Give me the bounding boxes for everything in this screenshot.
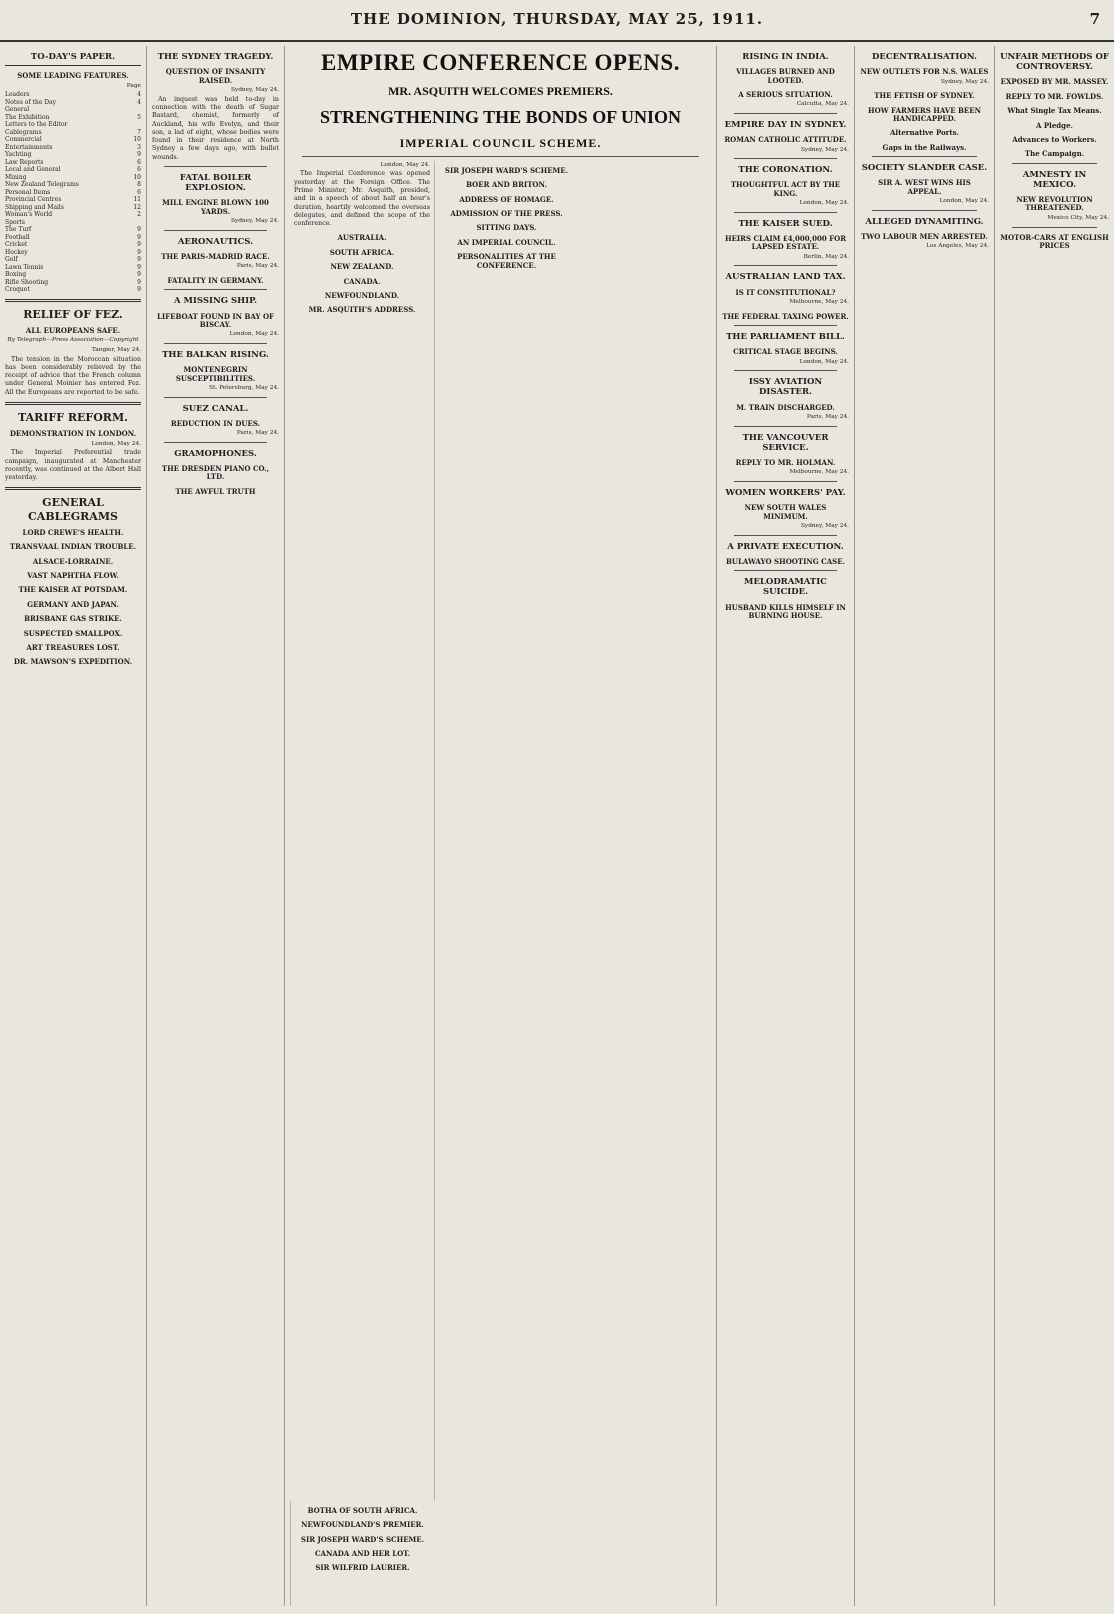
slander-subheading: SIR A. WEST WINS HIS APPEAL.: [878, 178, 971, 196]
unfair-methods-section: The Campaign.: [1024, 149, 1085, 159]
section-head: NEWFOUNDLAND.: [324, 291, 400, 301]
index-label: Law Reports: [5, 158, 44, 166]
dateline: Paris, May 24.: [806, 414, 849, 421]
fatal-boiler-heading: FATAL BOILER EXPLOSION.: [179, 172, 252, 194]
vancouver-heading: THE VANCOUVER SERVICE.: [742, 432, 829, 453]
section-head: SITTING DAYS.: [476, 223, 537, 233]
section-head: SIR JOSEPH WARD'S SCHEME.: [300, 1534, 425, 1544]
article-text: The Imperial Preferential trade campaign, inaugurated at Manchester recently, was continued at the Albert Hall yesterday.: [5, 449, 141, 482]
index-label: Shipping and Mails: [5, 203, 64, 211]
suez-subheading: REDUCTION IN DUES.: [170, 418, 261, 428]
suez-heading: SUEZ CANAL.: [182, 403, 249, 414]
section-head: NEWFOUNDLAND'S PREMIER.: [301, 1520, 424, 1530]
vancouver-subheading: REPLY TO MR. HOLMAN.: [735, 458, 836, 468]
index-row: [5, 106, 141, 114]
missing-ship-subheading: LIFEBOAT FOUND IN BAY OF BISCAY.: [156, 311, 275, 329]
decentralisation-subhead: Alternative Ports.: [890, 128, 959, 138]
tariff-reform-heading: TARIFF REFORM.: [18, 411, 128, 425]
index-label: Rifle Shooting: [5, 278, 49, 286]
empire-day-subheading: ROMAN CATHOLIC ATTITUDE.: [724, 135, 847, 145]
balkan-heading: THE BALKAN RISING.: [162, 350, 269, 360]
coronation-subheading: THOUGHTFUL ACT BY THE KING.: [730, 180, 841, 198]
section-head: CANADA.: [343, 276, 381, 286]
dateline: Paris, May 24.: [236, 430, 279, 437]
index-row: Hockey 9: [5, 248, 141, 256]
dateline: Sydney, May 24.: [800, 146, 849, 153]
index-label: Sports: [5, 218, 25, 226]
kaiser-sued-heading: THE KAISER SUED.: [738, 218, 833, 229]
aeronautics-subheading: THE PARIS-MADRID RACE.: [161, 251, 270, 261]
index-row: Personal Items 6: [5, 188, 141, 196]
dateline: Melbourne, May 24.: [789, 469, 849, 476]
dateline: Paris, May 24.: [236, 263, 279, 270]
cable-subhead: DR. MAWSON'S EXPEDITION.: [13, 657, 133, 667]
cable-subhead: THE KAISER AT POTSDAM.: [18, 585, 128, 595]
decentralisation-subheading: NEW OUTLETS FOR N.S. WALES: [860, 67, 989, 77]
index-label: Entertainments: [5, 143, 53, 151]
dateline: Sydney, May 24.: [230, 218, 279, 225]
dateline: London, May 24.: [799, 358, 849, 365]
land-tax-subhead: THE FEDERAL TAXING POWER.: [722, 311, 849, 321]
advert-heading: GRAMOPHONES.: [174, 448, 257, 459]
decentralisation-subhead: Gaps in the Railways.: [882, 142, 967, 152]
advert-line: THE DRESDEN PIANO CO., LTD.: [161, 464, 270, 482]
todays-paper-subheading: SOME LEADING FEATURES.: [17, 71, 129, 81]
conference-subcolumn: [290, 161, 434, 1501]
aeronautics-subhead: FATALITY IN GERMANY.: [167, 276, 264, 285]
section-head: ADMISSION OF THE PRESS.: [450, 208, 563, 218]
empire-conference-sub3: IMPERIAL COUNCIL SCHEME.: [399, 135, 602, 150]
index-row: Commercial 10: [5, 136, 141, 144]
index-row: New Zealand Telegrams 8: [5, 181, 141, 189]
column-5: [854, 46, 994, 1606]
masthead-title: THE DOMINION, THURSDAY, MAY 25, 1911.: [350, 10, 764, 28]
cable-subhead: ART TREASURES LOST.: [26, 642, 120, 652]
dateline: London, May 24.: [799, 200, 849, 207]
index-label: Cablegrams: [5, 128, 42, 136]
dateline: Tangier, May 24.: [91, 346, 141, 353]
index-row: Entertainments 3: [5, 143, 141, 151]
rising-india-subheading: VILLAGES BURNED AND LOOTED.: [736, 67, 835, 85]
empire-conference-banner: EMPIRE CONFERENCE OPENS.: [321, 50, 680, 75]
index-row: Croquet 9: [5, 286, 141, 294]
private-execution-subheading: BULAWAYO SHOOTING CASE.: [725, 556, 846, 566]
unfair-methods-section: A Pledge.: [1036, 120, 1073, 130]
advert-tag: THE AWFUL TRUTH: [175, 486, 256, 496]
index-row: The Exhibition 5: [5, 113, 141, 121]
relief-of-fez-heading: RELIEF OF FEZ.: [23, 307, 123, 321]
cable-subhead: BRISBANE GAS STRIKE.: [24, 614, 122, 624]
index-row: Cricket 9: [5, 241, 141, 249]
cable-subhead: ALSACE-LORRAINE.: [32, 556, 114, 566]
amnesty-heading: AMNESTY IN MEXICO.: [1022, 169, 1087, 190]
section-head: SIR WILFRID LAURIER.: [315, 1563, 410, 1573]
column-empire-conference: [284, 46, 716, 1606]
index-label: Provincial Centres: [5, 196, 62, 204]
index-row: Cablegrams 7: [5, 128, 141, 136]
index-row: Golf 9: [5, 256, 141, 264]
index-label: The Exhibition: [5, 113, 50, 121]
relief-of-fez-subheading: ALL EUROPEANS SAFE.: [25, 325, 121, 335]
conference-subcolumn: [434, 161, 578, 1501]
sydney-tragedy-subheading: QUESTION OF INSANITY RAISED.: [165, 67, 266, 85]
unfair-methods-subheading: EXPOSED BY MR. MASSEY.: [1000, 77, 1109, 87]
tariff-reform-subheading: DEMONSTRATION IN LONDON.: [9, 429, 137, 439]
sydney-tragedy-heading: THE SYDNEY TRAGEDY.: [157, 52, 274, 62]
index-row: The Turf 9: [5, 226, 141, 234]
dateline: Sydney, May 24.: [230, 86, 279, 93]
cable-subhead: VAST NAPHTHA FLOW.: [27, 571, 119, 581]
fatal-boiler-subheading: MILL ENGINE BLOWN 100 YARDS.: [162, 198, 269, 216]
dateline: London, May 24.: [229, 331, 279, 338]
section-head: ADDRESS OF HOMAGE.: [459, 194, 554, 204]
unfair-methods-section: Advances to Workers.: [1012, 134, 1097, 144]
index-row: Football 9: [5, 233, 141, 241]
private-execution-heading: A PRIVATE EXECUTION.: [727, 541, 844, 552]
missing-ship-heading: A MISSING SHIP.: [173, 296, 258, 307]
women-workers-subheading: NEW SOUTH WALES MINIMUM.: [744, 503, 827, 521]
index-label: Mining: [5, 173, 27, 181]
cable-subhead: LORD CREWE'S HEALTH.: [22, 527, 124, 537]
unfair-methods-heading: UNFAIR METHODS OF CONTROVERSY.: [1000, 52, 1109, 73]
section-head: BOER AND BRITON.: [466, 180, 547, 190]
index-row: Boxing 9: [5, 271, 141, 279]
suicide-heading: MELODRAMATIC SUICIDE.: [744, 577, 827, 598]
index-label: Woman's World: [5, 211, 53, 219]
index-label: Letters to the Editor: [5, 121, 68, 129]
column-4: [716, 46, 854, 1606]
section-head: BOTHA OF SOUTH AFRICA.: [307, 1505, 418, 1515]
index-label: Yachting: [5, 151, 32, 159]
empire-conference-sub1: MR. ASQUITH WELCOMES PREMIERS.: [388, 84, 613, 99]
index-label: Commercial: [5, 136, 42, 144]
section-head: SIR JOSEPH WARD'S SCHEME.: [444, 165, 569, 175]
balkan-subheading: MONTENEGRIN SUSCEPTIBILITIES.: [175, 365, 256, 383]
column-2: [146, 46, 284, 1606]
masthead: [0, 0, 1114, 42]
dateline: London, May 24.: [91, 440, 141, 447]
column-6: [994, 46, 1114, 1606]
section-head: NEW ZEALAND.: [330, 262, 394, 272]
article-lead: The Imperial Conference was opened yesterday at the Foreign Office. The Prime Minister, Mr. Asquith, presided, and in a speech of about half an hour's duration, heartily welcomed the overseas delegates, and defined the scope of the conference.: [294, 170, 430, 228]
index-row: Leaders 4: [5, 91, 141, 99]
index-label: Cricket: [5, 241, 28, 249]
unfair-methods-subhead: REPLY TO MR. FOWLDS.: [1005, 91, 1104, 101]
aeronautics-heading: AERONAUTICS.: [177, 236, 254, 247]
index-label: Hockey: [5, 248, 28, 256]
index-label: New Zealand Telegrams: [5, 181, 79, 189]
index-label: Lawn Tennis: [5, 263, 44, 271]
section-head: PERSONALITIES AT THE CONFERENCE.: [457, 252, 556, 270]
section-head: AUSTRALIA.: [337, 233, 387, 243]
dynamiting-heading: ALLEGED DYNAMITING.: [865, 216, 984, 227]
index-label: Croquet: [5, 286, 30, 294]
index-row: Provincial Centres 11: [5, 196, 141, 204]
decentralisation-heading: DECENTRALISATION.: [872, 52, 977, 62]
index-label: Local and General: [5, 166, 61, 174]
cable-subhead: SUSPECTED SMALLPOX.: [23, 628, 123, 638]
index-row: Mining 10: [5, 173, 141, 181]
decentralisation-subhead: THE FETISH OF SYDNEY.: [874, 91, 975, 101]
index-row: [5, 121, 141, 129]
unfair-methods-section: What Single Tax Means.: [1007, 106, 1102, 116]
amnesty-subheading: NEW REVOLUTION THREATENED.: [1016, 195, 1093, 213]
coronation-heading: THE CORONATION.: [738, 165, 833, 176]
parliament-bill-heading: THE PARLIAMENT BILL.: [726, 332, 845, 343]
motor-cars-heading: MOTOR-CARS AT ENGLISH PRICES: [1000, 232, 1109, 250]
dateline: Calcutta, May 24.: [796, 101, 849, 108]
land-tax-subheading: IS IT CONSTITUTIONAL?: [735, 287, 836, 297]
index-label: The Turf: [5, 226, 32, 234]
index-row: Notes of the Day 4: [5, 98, 141, 106]
slander-heading: SOCIETY SLANDER CASE.: [861, 163, 988, 174]
kaiser-sued-subheading: HEIRS CLAIM £4,000,000 FOR LAPSED ESTATE.: [724, 234, 847, 252]
todays-paper-page-label: Page: [126, 82, 141, 89]
index-label: Golf: [5, 256, 18, 264]
index-row: Law Reports 6: [5, 158, 141, 166]
dateline: Sydney, May 24.: [940, 78, 989, 85]
general-cablegrams-heading: GENERAL CABLEGRAMS: [28, 496, 118, 523]
cable-subhead: GERMANY AND JAPAN.: [27, 599, 119, 609]
cable-subhead: TRANSVAAL INDIAN TROUBLE.: [9, 542, 137, 552]
dateline: Mexico City, May 24.: [1047, 214, 1109, 221]
column-1: [0, 46, 146, 1606]
index-label: Notes of the Day: [5, 98, 57, 106]
land-tax-heading: AUSTRALIAN LAND TAX.: [725, 272, 846, 283]
rising-india-subhead: A SERIOUS SITUATION.: [738, 89, 833, 99]
index-row: Lawn Tennis 9: [5, 263, 141, 271]
dynamiting-subheading: TWO LABOUR MEN ARRESTED.: [861, 231, 988, 241]
index-label: Boxing: [5, 271, 27, 279]
byline: By Telegraph—Press Association—Copyright: [7, 337, 139, 344]
suicide-subheading: HUSBAND KILLS HIMSELF IN BURNING HOUSE.: [725, 602, 846, 621]
section-head: SOUTH AFRICA.: [329, 247, 395, 257]
aviation-disaster-heading: ISSY AVIATION DISASTER.: [748, 377, 823, 398]
index-label: Personal Items: [5, 188, 51, 196]
dateline: Berlin, May 24.: [803, 253, 849, 260]
rising-india-heading: RISING IN INDIA.: [742, 52, 829, 62]
dateline: Sydney, May 24.: [800, 523, 849, 530]
aviation-disaster-subheading: M. TRAIN DISCHARGED.: [736, 402, 835, 412]
section-head: CANADA AND HER LOT.: [314, 1548, 411, 1558]
parliament-bill-subheading: CRITICAL STAGE BEGINS.: [733, 347, 838, 357]
index-label: Football: [5, 233, 30, 241]
decentralisation-subhead: HOW FARMERS HAVE BEEN HANDICAPPED.: [868, 105, 981, 123]
page-number: 7: [1089, 10, 1100, 28]
todays-paper-heading: TO-DAY'S PAPER.: [5, 52, 141, 66]
section-head: MR. ASQUITH'S ADDRESS.: [308, 305, 416, 315]
dateline: London, May 24.: [939, 198, 989, 205]
index-row: Local and General 6: [5, 166, 141, 174]
section-head: AN IMPERIAL COUNCIL.: [457, 237, 556, 247]
index-row: Woman's World 2: [5, 211, 141, 219]
index-label: General: [5, 106, 30, 114]
dateline: Melbourne, May 24.: [789, 299, 849, 306]
index-row: Yachting 9: [5, 151, 141, 159]
index-row: [5, 219, 141, 227]
index-label: Leaders: [5, 91, 30, 99]
article-text: An inquest was held to-day in connection with the death of Sugar Bastard, chemist, formerly of Auckland, his wife Evelyn, and their son, a lad of eight, whose bodies were found in their residence at North Sydney a few days ago, with bullet wounds.: [152, 95, 279, 161]
index-row: Shipping and Mails 12: [5, 203, 141, 211]
dateline: St. Petersburg, May 24.: [209, 384, 279, 391]
dateline: Los Angeles, May 24.: [926, 243, 989, 250]
contents-index: [5, 91, 141, 294]
conference-subcolumn: [290, 1501, 434, 1606]
empire-day-heading: EMPIRE DAY IN SYDNEY.: [724, 120, 847, 130]
index-row: Rifle Shooting 9: [5, 278, 141, 286]
dateline: London, May 24.: [380, 161, 430, 168]
article-text: The tension in the Moroccan situation has been considerably relieved by the receipt of advice that the French column under General Moinier has entered Fez. All the Europeans are reported to be safe.: [5, 355, 141, 396]
women-workers-heading: WOMEN WORKERS' PAY.: [725, 488, 846, 499]
empire-conference-sub2: STRENGTHENING THE BONDS OF UNION: [319, 107, 682, 128]
